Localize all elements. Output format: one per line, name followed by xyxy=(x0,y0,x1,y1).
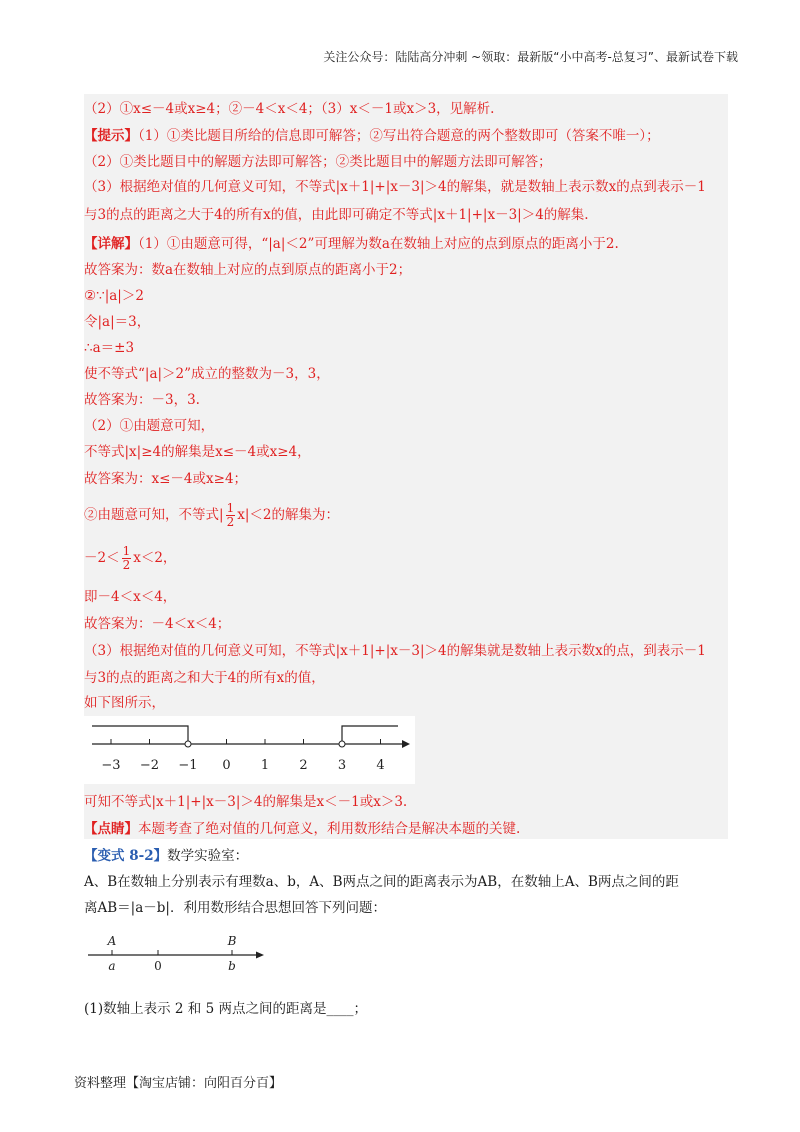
detail-line-11: ②由题意可知，不等式| $\frac{1}{2}$ x|＜2的解集为： xyxy=(84,501,339,529)
variant-line-1: A、B在数轴上分别表示有理数a、b，A、B两点之间的距离表示为AB，在数轴上A、B两点之间的距 xyxy=(84,874,679,890)
detail-line-13: 即－4＜x＜4， xyxy=(84,589,177,605)
label-b: b xyxy=(228,959,236,973)
open-circle-3 xyxy=(339,741,345,747)
label-zero: 0 xyxy=(154,959,162,973)
detail-line-9: 不等式|x|≥4的解集是x≤－4或x≥4， xyxy=(84,444,311,460)
hint-line-4: 与3的点的距离之大于4的所有x的值，由此即可确定不等式|x＋1|+|x－3|＞4的解集. xyxy=(84,207,589,223)
ab-number-line-figure xyxy=(84,932,274,976)
detail-line-3: ②∵|a|＞2 xyxy=(84,288,144,304)
tick-label: −1 xyxy=(178,758,198,773)
detail-line-16: 与3的点的距离之和大于4的所有x的值， xyxy=(84,670,325,686)
detail-line-17: 如下图所示， xyxy=(84,695,165,711)
variant-heading: 【变式 8-2】数学实验室： xyxy=(84,848,249,864)
detail-line-6: 使不等式“|a|＞2”成立的整数为－3，3， xyxy=(84,366,330,382)
solution-bracket-right xyxy=(342,726,398,744)
detail-tag: 【详解】 xyxy=(84,236,138,252)
review-tag: 【点睛】 xyxy=(84,821,138,837)
detail-line-15: （3）根据绝对值的几何意义可知，不等式|x＋1|+|x－3|＞4的解集就是数轴上表示数x的点，到表示－1 xyxy=(84,643,706,659)
label-a: a xyxy=(108,959,116,973)
detail-line-8: （2）①由题意可知， xyxy=(84,418,215,434)
tick-label: 2 xyxy=(299,758,308,773)
tick-label: 3 xyxy=(337,758,347,773)
hint-line-2: （2）①类比题目中的解题方法即可解答；②类比题目中的解题方法即可解答； xyxy=(84,154,552,170)
tick-label: 4 xyxy=(376,758,385,773)
question-1: (1)数轴上表示 2 和 5 两点之间的距离是____； xyxy=(84,1001,367,1017)
detail-line-12: －2＜ $\frac{1}{2}$ x＜2， xyxy=(84,544,177,572)
header-note: 关注公众号：陆陆高分冲刺 ~领取：最新版“小中高考-总复习”、最新试卷下载 xyxy=(323,50,738,64)
variant-tag: 【变式 8-2】 xyxy=(84,848,168,864)
open-circle-minus-1 xyxy=(185,741,191,747)
tick-label: 0 xyxy=(222,758,231,773)
detail-line-1: 【详解】（1）①由题意可得，“|a|＜2”可理解为数a在数轴上对应的点到原点的距离小于2. xyxy=(84,236,619,252)
detail-line-18: 可知不等式|x＋1|+|x－3|＞4的解集是x＜－1或x＞3. xyxy=(84,794,408,810)
ab-axis-arrow-icon xyxy=(256,952,264,959)
solution-bracket-left xyxy=(92,726,188,744)
hint-line-3: （3）根据绝对值的几何意义可知，不等式|x＋1|+|x－3|＞4的解集，就是数轴上表示数x的点到表示－1 xyxy=(84,179,706,195)
detail-line-10: 故答案为：x≤－4或x≥4； xyxy=(84,471,248,487)
variant-line-2: 离AB＝|a－b|．利用数形结合思想回答下列问题： xyxy=(84,900,386,916)
tick-label: −3 xyxy=(101,758,121,773)
footer-note: 资料整理【淘宝店铺：向阳百分百】 xyxy=(74,1076,283,1091)
label-A: A xyxy=(107,934,117,948)
fraction-half-2: $\frac{1}{2}$ xyxy=(122,544,131,572)
tick-label: −2 xyxy=(139,758,160,773)
label-B: B xyxy=(227,934,237,948)
number-line-svg xyxy=(84,716,415,784)
hint-line-1: 【提示】（1）①类比题目所给的信息即可解答；②写出符合题意的两个整数即可（答案不唯一）； xyxy=(84,128,660,144)
detail-line-5: ∴a＝±3 xyxy=(84,340,135,356)
detail-line-14: 故答案为：－4＜x＜4； xyxy=(84,616,231,632)
fraction-half: $\frac{1}{2}$ xyxy=(226,501,235,529)
detail-line-2: 故答案为：数a在数轴上对应的点到原点的距离小于2； xyxy=(84,262,412,278)
number-line-figure xyxy=(84,716,415,784)
ab-number-line-svg xyxy=(84,932,274,976)
review-line: 【点睛】本题考查了绝对值的几何意义，利用数形结合是解决本题的关键. xyxy=(84,821,521,837)
tick-label: 1 xyxy=(260,758,270,773)
axis-arrow-icon xyxy=(402,740,410,748)
detail-line-4: 令|a|＝3， xyxy=(84,314,151,330)
answer-line-2: （2）①x≤－4或x≥4；②－4＜x＜4；（3）x＜－1或x＞3，见解析. xyxy=(84,101,495,117)
hint-tag: 【提示】 xyxy=(84,128,138,144)
detail-line-7: 故答案为：－3，3. xyxy=(84,392,200,408)
